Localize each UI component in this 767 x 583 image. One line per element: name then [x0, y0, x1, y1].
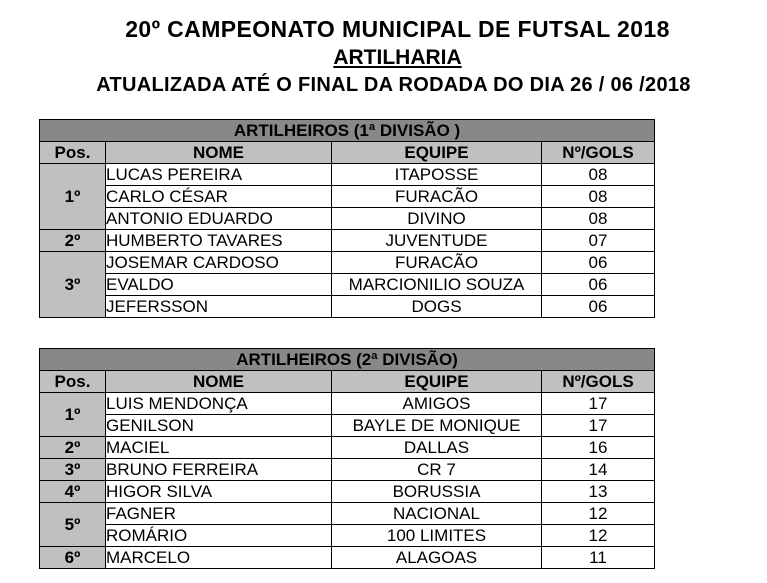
table-row [40, 547, 655, 569]
team-cell: AMIGOS [332, 393, 542, 415]
table-row [40, 415, 655, 437]
table-row [40, 459, 655, 481]
column-header-goals: Nº/GOLS [542, 371, 655, 393]
position-cell: 6º [40, 547, 106, 569]
column-header-row [40, 371, 655, 393]
team-cell: DALLAS [332, 437, 542, 459]
goals-cell: 14 [542, 459, 655, 481]
position-cell: 4º [40, 481, 106, 503]
goals-cell: 17 [542, 393, 655, 415]
goals-cell: 08 [542, 208, 655, 230]
table-row [40, 230, 655, 252]
player-name-cell: EVALDO [106, 274, 332, 296]
table-row [40, 296, 655, 318]
goals-cell: 12 [542, 503, 655, 525]
team-cell: DIVINO [332, 208, 542, 230]
column-header-team: EQUIPE [332, 371, 542, 393]
position-cell: 5º [40, 503, 106, 547]
column-header-team: EQUIPE [332, 142, 542, 164]
goals-cell: 06 [542, 296, 655, 318]
player-name-cell: LUCAS PEREIRA [106, 164, 332, 186]
table-row [40, 503, 655, 525]
team-cell: FURACÃO [332, 186, 542, 208]
player-name-cell: JOSEMAR CARDOSO [106, 252, 332, 274]
player-name-cell: HUMBERTO TAVARES [106, 230, 332, 252]
goals-cell: 11 [542, 547, 655, 569]
document-subtitle: ARTILHARIA [333, 46, 462, 69]
player-name-cell: MACIEL [106, 437, 332, 459]
table-title-row [40, 349, 655, 371]
table-row [40, 393, 655, 415]
column-header-name: NOME [106, 142, 332, 164]
position-cell: 3º [40, 459, 106, 481]
team-cell: DOGS [332, 296, 542, 318]
table-title: ARTILHEIROS (1ª DIVISÃO ) [40, 120, 655, 142]
player-name-cell: BRUNO FERREIRA [106, 459, 332, 481]
table-row [40, 481, 655, 503]
player-name-cell: CARLO CÉSAR [106, 186, 332, 208]
table-title: ARTILHEIROS (2ª DIVISÃO) [40, 349, 655, 371]
table-row [40, 274, 655, 296]
goals-cell: 13 [542, 481, 655, 503]
position-cell: 3º [40, 252, 106, 318]
championship-title: 20º CAMPEONATO MUNICIPAL DE FUTSAL 2018 [125, 16, 670, 42]
position-cell: 1º [40, 393, 106, 437]
team-cell: BORUSSIA [332, 481, 542, 503]
player-name-cell: FAGNER [106, 503, 332, 525]
goals-cell: 07 [542, 230, 655, 252]
team-cell: MARCIONILIO SOUZA [332, 274, 542, 296]
scorers-table-div2 [39, 348, 655, 569]
column-header-pos: Pos. [40, 142, 106, 164]
team-cell: FURACÃO [332, 252, 542, 274]
table-row [40, 437, 655, 459]
team-cell: BAYLE DE MONIQUE [332, 415, 542, 437]
position-cell: 1º [40, 164, 106, 230]
team-cell: ITAPOSSE [332, 164, 542, 186]
column-header-row [40, 142, 655, 164]
goals-cell: 06 [542, 252, 655, 274]
table-body [40, 393, 655, 569]
team-cell: ALAGOAS [332, 547, 542, 569]
goals-cell: 12 [542, 525, 655, 547]
table-row [40, 525, 655, 547]
team-cell: 100 LIMITES [332, 525, 542, 547]
player-name-cell: JEFERSSON [106, 296, 332, 318]
table-row [40, 252, 655, 274]
table-row [40, 208, 655, 230]
player-name-cell: HIGOR SILVA [106, 481, 332, 503]
goals-cell: 17 [542, 415, 655, 437]
table-row [40, 186, 655, 208]
table-row [40, 164, 655, 186]
goals-cell: 08 [542, 164, 655, 186]
column-header-goals: Nº/GOLS [542, 142, 655, 164]
player-name-cell: GENILSON [106, 415, 332, 437]
player-name-cell: MARCELO [106, 547, 332, 569]
goals-cell: 16 [542, 437, 655, 459]
goals-cell: 06 [542, 274, 655, 296]
team-cell: NACIONAL [332, 503, 542, 525]
update-note: ATUALIZADA ATÉ O FINAL DA RODADA DO DIA 26 / 06 /2018 [96, 74, 691, 96]
player-name-cell: LUIS MENDONÇA [106, 393, 332, 415]
team-cell: JUVENTUDE [332, 230, 542, 252]
position-cell: 2º [40, 230, 106, 252]
column-header-pos: Pos. [40, 371, 106, 393]
table-body [40, 164, 655, 318]
table-title-row [40, 120, 655, 142]
player-name-cell: ANTONIO EDUARDO [106, 208, 332, 230]
team-cell: CR 7 [332, 459, 542, 481]
player-name-cell: ROMÁRIO [106, 525, 332, 547]
goals-cell: 08 [542, 186, 655, 208]
scorers-table-div1 [39, 119, 655, 318]
column-header-name: NOME [106, 371, 332, 393]
position-cell: 2º [40, 437, 106, 459]
